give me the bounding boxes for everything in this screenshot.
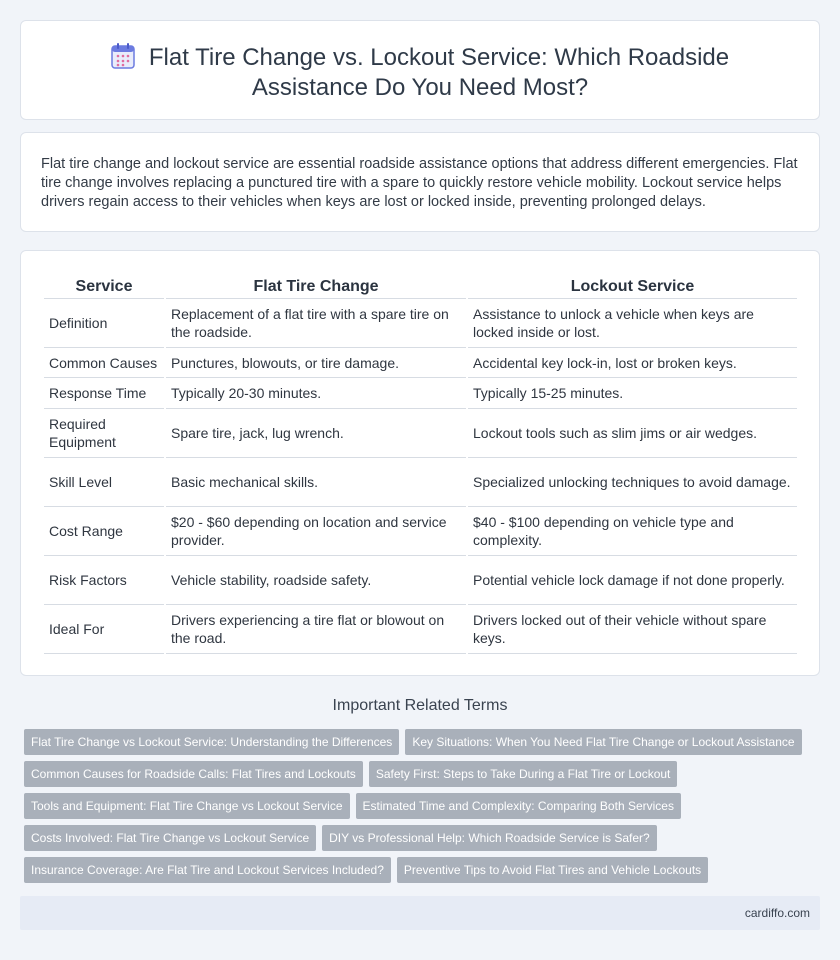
row-label: Ideal For — [44, 605, 164, 654]
table-row — [44, 409, 797, 458]
row-label: Definition — [44, 299, 164, 348]
table-row — [44, 378, 797, 409]
row-label: Cost Range — [44, 507, 164, 556]
table-header-row — [44, 275, 797, 299]
row-label: Skill Level — [44, 458, 164, 507]
lockout-cell: Accidental key lock-in, lost or broken keys. — [468, 348, 797, 378]
related-term-tag[interactable]: Costs Involved: Flat Tire Change vs Lockout Service — [24, 825, 316, 851]
table-row — [44, 605, 797, 654]
table-row — [44, 348, 797, 378]
lockout-cell: Drivers locked out of their vehicle without spare keys. — [468, 605, 797, 654]
related-term-tag[interactable]: Preventive Tips to Avoid Flat Tires and Vehicle Lockouts — [397, 857, 708, 883]
page-title-wrap — [51, 43, 789, 103]
comparison-table — [42, 275, 799, 654]
intro-card — [20, 132, 820, 232]
flat-tire-cell: Spare tire, jack, lug wrench. — [166, 409, 466, 458]
row-label: Common Causes — [44, 348, 164, 378]
related-term-tag[interactable]: Tools and Equipment: Flat Tire Change vs Lockout Service — [24, 793, 350, 819]
flat-tire-cell: Replacement of a flat tire with a spare tire on the roadside. — [166, 299, 466, 348]
related-term-tag[interactable]: Common Causes for Roadside Calls: Flat Tires and Lockouts — [24, 761, 363, 787]
lockout-cell: Specialized unlocking techniques to avoid damage. — [468, 458, 797, 507]
lockout-cell: Assistance to unlock a vehicle when keys are locked inside or lost. — [468, 299, 797, 348]
flat-tire-cell: Basic mechanical skills. — [166, 458, 466, 507]
related-term-tag[interactable]: DIY vs Professional Help: Which Roadside Service is Safer? — [322, 825, 657, 851]
header-service: Service — [44, 275, 164, 299]
footer-site-link[interactable]: cardiffo.com — [744, 906, 810, 920]
page-title: Flat Tire Change vs. Lockout Service: Which Roadside Assistance Do You Need Most? — [148, 44, 730, 101]
lockout-cell: Typically 15-25 minutes. — [468, 378, 797, 409]
table-row — [44, 556, 797, 605]
flat-tire-cell: $20 - $60 depending on location and service provider. — [166, 507, 466, 556]
flat-tire-cell: Punctures, blowouts, or tire damage. — [166, 348, 466, 378]
footer-bar — [20, 896, 820, 930]
related-terms-list — [24, 729, 824, 889]
related-term-tag[interactable]: Insurance Coverage: Are Flat Tire and Lockout Services Included? — [24, 857, 391, 883]
header-card — [20, 20, 820, 120]
lockout-cell: $40 - $100 depending on vehicle type and complexity. — [468, 507, 797, 556]
row-label: Required Equipment — [44, 409, 164, 458]
lockout-cell: Potential vehicle lock damage if not done properly. — [468, 556, 797, 605]
related-terms-heading: Important Related Terms — [332, 697, 508, 714]
lockout-cell: Lockout tools such as slim jims or air wedges. — [468, 409, 797, 458]
intro-paragraph: Flat tire change and lockout service are essential roadside assistance options that address different emergencies. Flat tire change involves replacing a punctured tire with a spare to quickly restore vehicle mobility. Lockout service helps drivers regain access to their vehicles when keys are lost or locked inside, preventing prolonged delays. — [41, 156, 798, 210]
related-term-tag[interactable]: Safety First: Steps to Take During a Flat Tire or Lockout — [369, 761, 678, 787]
header-lockout: Lockout Service — [468, 275, 797, 299]
flat-tire-cell: Drivers experiencing a tire flat or blowout on the road. — [166, 605, 466, 654]
table-row — [44, 507, 797, 556]
related-term-tag[interactable]: Estimated Time and Complexity: Comparing Both Services — [356, 793, 681, 819]
comparison-card — [20, 250, 820, 676]
header-flat-tire: Flat Tire Change — [166, 275, 466, 299]
table-row — [44, 299, 797, 348]
row-label: Risk Factors — [44, 556, 164, 605]
related-term-tag[interactable]: Flat Tire Change vs Lockout Service: Understanding the Differences — [24, 729, 399, 755]
table-row — [44, 458, 797, 507]
flat-tire-cell: Vehicle stability, roadside safety. — [166, 556, 466, 605]
related-term-tag[interactable]: Key Situations: When You Need Flat Tire Change or Lockout Assistance — [405, 729, 801, 755]
flat-tire-cell: Typically 20-30 minutes. — [166, 378, 466, 409]
row-label: Response Time — [44, 378, 164, 409]
calendar-icon — [111, 43, 135, 69]
